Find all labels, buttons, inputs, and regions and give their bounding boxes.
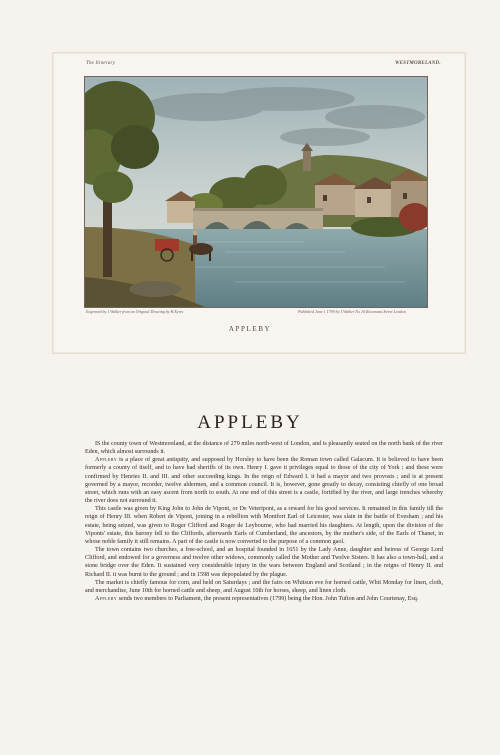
article-body <box>85 440 443 603</box>
engraver-credit: Engraved by J.Walker from an Original Drawing by H.Eyres <box>86 309 184 314</box>
paragraph-3: This castle was given by King John to John de Vipont, or De Veteripont, as a reward for his good services. It remained in this family till the reign of Henry III. when Robert de Vipont, joining in a rebellion with Montfort Earl of Leicester, was slain in the battle of Evesham ; and his estate, being seized, was given to Roger Clifford and Roger de Leybourne, who had married his daughters. At length, upon the division of the Viponts' estate, this barony fell to the Cliffords, afterwards Earls of Cumberland, the ancestors, by the mother's side, of the Earls of Thanet, in whose noble family it still remains. A part of the castle is now converted to the purpose of a common gaol. <box>85 506 443 545</box>
paragraph-6: Appleby sends two members to Parliament, the present representatives (1799) being the Hon. John Tufton and John Courtenay, Esq. <box>95 595 419 602</box>
riverside-house <box>167 201 195 223</box>
plate-corner-label-right: WESTMORELAND. <box>395 61 441 66</box>
stone-bridge <box>193 208 323 231</box>
paragraph-5: The market is chiefly famous for corn, and held on Saturdays ; and the fairs on Whitsun eve for horned cattle, Whit Monday for linen, cloth, and merchandise, June 10th for horned cattle and sheep, and August 10th for horses, sheep, and linen cloth. <box>85 579 443 594</box>
church-tower <box>303 151 311 171</box>
paragraph-4: The town contains two churches, a free-school, and an hospital founded in 1651 by the Lady Anne, daughter and heiress of George Lord Clifford, and endowed for a governess and twelve other widows, commonly called the Mother and Twelve Sisters. It has also a town-hall, and a stone bridge over the Eden. It sustained very considerable injury in the wars between England and Scotland ; in the reigns of Henry II. and Richard II. it was burnt to the ground ; and in 1598 was depopulated by the plague. <box>85 547 443 578</box>
paragraph-2: Appleby is a place of great antiquity, and supposed by Horsley to have been the Roman town called Galacum. It is believed to have been formerly a county of itself, and to have had sheriffs of its own. Henry I. gave it privileges equal to those of the city of York ; and these were confirmed by Henries II. and III. and other succeeding kings. In the reign of Edward I. it had a mayor and two provosts ; and is at present governed by a mayor, recorder, twelve aldermen, and a common council. It is, however, gone greatly to decay, consisting chiefly of one broad street, which runs with an easy ascent from north to south. At one end of this street is a castle, fortified by the river, and large trenches whereby the river does not surround it. <box>85 457 443 505</box>
page-title: APPLEBY <box>197 412 303 433</box>
foreground-rocks <box>129 281 181 297</box>
plate-corner-label-left: The Itinerary <box>86 61 116 66</box>
plate-title: APPLEBY <box>228 325 272 333</box>
engraving-appleby-bridge <box>84 76 428 308</box>
paragraph-1: IS the county town of Westmoreland, at the distance of 279 miles north-west of London, and is pleasantly seated on the north bank of the river Eden, which almost surrounds it. <box>85 441 443 456</box>
publisher-credit: Published June 1 1799 by J.Walker No 16 Rosomans Street London <box>298 309 406 314</box>
